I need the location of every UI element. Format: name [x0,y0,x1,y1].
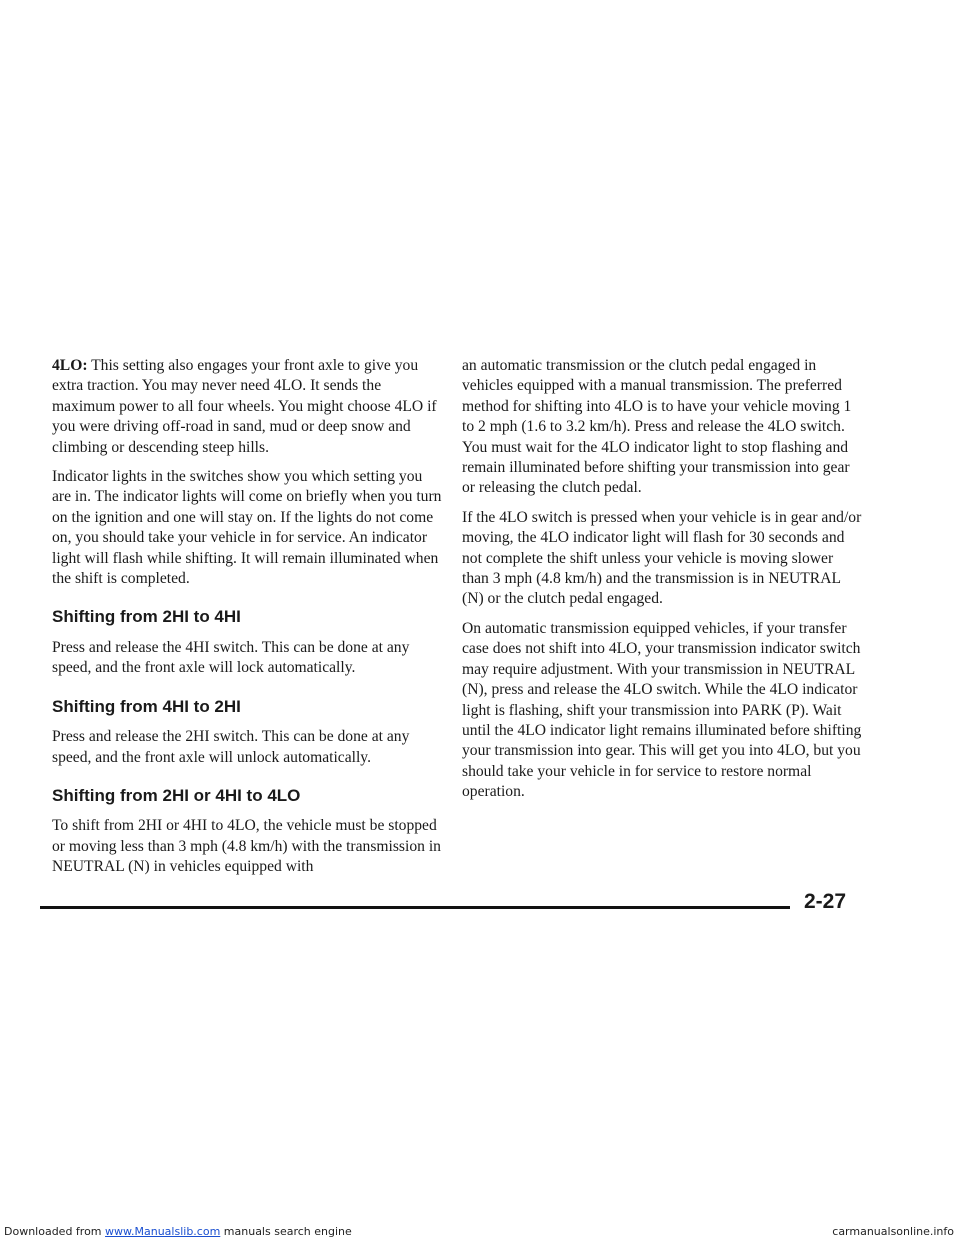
paragraph-2hi-to-4hi: Press and release the 4HI switch. This can be done at any speed, and the front axle will lock automatically. [52,638,410,677]
paragraph-lead: 4LO: [52,357,88,374]
paragraph-to-4lo: To shift from 2HI or 4HI to 4LO, the vehicle must be stopped or moving less than 3 mph (4.8 km/h) with the transmission in NEUTRAL (N) in vehicles equipped with [52,817,441,876]
paragraph-switch-pressed: If the 4LO switch is pressed when your vehicle is in gear and/or moving, the 4LO indicator light will flash for 30 seconds and not complete the shift unless your vehicle is moving slower than 3 mph (4.8 km/h) and the transmission is in NEUTRAL (N) or the clutch pedal engaged. [462,508,862,608]
footer-prefix: Downloaded from [4,1225,106,1238]
heading-2hi-to-4hi: Shifting from 2HI to 4HI [52,607,241,627]
paragraph-4lo [52,356,444,458]
left-column [52,356,444,887]
heading-to-4lo: Shifting from 2HI or 4HI to 4LO [52,785,301,805]
manualslib-link[interactable]: www.Manualslib.com [105,1225,221,1238]
heading-4hi-to-2hi: Shifting from 4HI to 2HI [52,696,241,716]
paragraph-continued: an automatic transmission or the clutch pedal engaged in vehicles equipped with a manual transmission. The preferred method for shifting into 4LO is to have your vehicle moving 1 to 2 mph (1.6 to 3.2 km/h). Press and release the 4LO switch. You must wait for the 4LO indicator light to stop flashing and remain illuminated before shifting your transmission into gear or releasing the clutch pedal. [462,357,852,497]
footer-rule [40,906,790,909]
watermark-footer: carmanualsonline.info [832,1225,954,1238]
paragraph-indicator-lights: Indicator lights in the switches show you which setting you are in. The indicator lights will come on briefly when you turn on the ignition and one will stay on. If the lights do not come on, you should take your vehicle in for service. An indicator light will flash while shifting. It will remain illuminated when the shift is completed. [52,468,442,588]
download-footer [4,1225,352,1238]
paragraph-automatic-transmission: On automatic transmission equipped vehicles, if your transfer case does not shift into 4LO, your transmission indicator switch may require adjustment. With your transmission in NEUTRAL (N), press and release the 4LO switch. While the 4LO indicator light is flashing, shift your transmission into PARK (P). Wait until the 4LO indicator light remains illuminated before shifting your transmission into gear. This will get you into 4LO, but you should take your vehicle in for service to restore normal operation. [462,619,862,801]
paragraph-text: This setting also engages your front axle to give you extra traction. You may never need 4LO. It sends the maximum power to all four wheels. You might choose 4LO if you were driving off-road in sand, mud or deep snow and climbing or descending steep hills. [52,357,437,456]
page-number: 2-27 [803,890,846,913]
paragraph-4hi-to-2hi: Press and release the 2HI switch. This can be done at any speed, and the front axle will unlock automatically. [52,728,410,766]
footer-suffix: manuals search engine [220,1225,352,1238]
right-column [462,356,862,812]
